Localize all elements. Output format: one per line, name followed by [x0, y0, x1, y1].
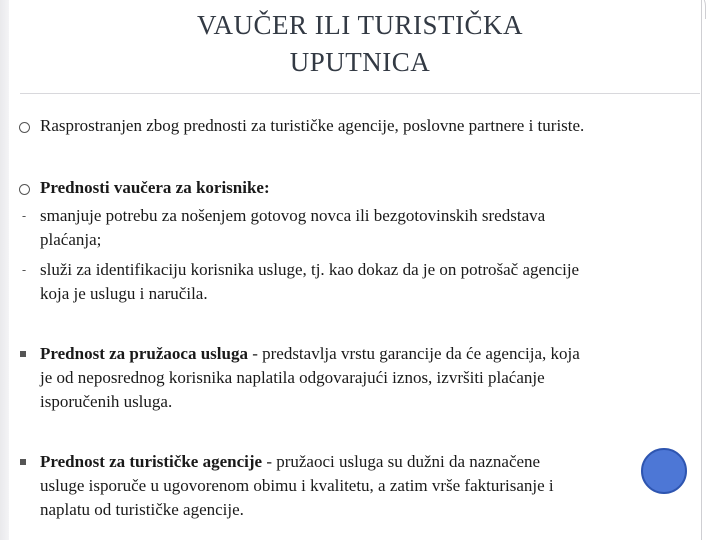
bullet-point-4-line-1-rest: - pružaoci usluga su dužni da naznačene	[262, 452, 541, 471]
bullet-point-3-line-1	[40, 342, 680, 366]
square-bullet-icon	[20, 459, 26, 465]
bullet-point-3-text	[40, 342, 680, 414]
bullet-point-4-line-2: usluge isporuče u ugovorenom obimu i kvalitetu, a zatim vrše fakturisanje i	[40, 476, 554, 495]
bullet-point-4-line-3: naplatu od turističke agencije.	[40, 500, 244, 519]
bullet-point-2-heading: Prednosti vaučera za korisnike:	[40, 178, 270, 197]
dash-bullet-icon: -	[21, 209, 27, 223]
sub-point-2-line-1: služi za identifikaciju korisnika usluge, tj. kao dokaz da je on potrošač agencije	[40, 260, 580, 279]
decorative-blue-circle	[641, 448, 687, 494]
bullet-point-4-heading: Prednost za turističke agencije	[40, 452, 263, 471]
bullet-point-4-text	[40, 450, 680, 522]
slide-title-line-2: UPUTNICA	[289, 47, 431, 77]
circle-bullet-icon	[19, 184, 30, 195]
sub-point-2-line-2: koja je uslugu i naručila.	[40, 284, 208, 303]
sub-point-2-text	[40, 258, 680, 306]
bullet-point-4-line-1	[40, 450, 680, 474]
bullet-point-3-line-1-rest: - predstavlja vrstu garancije da će agencija, koja	[247, 344, 580, 363]
square-bullet-icon	[20, 351, 26, 357]
bullet-point-1-text: Rasprostranjen zbog prednosti za turističke agencije, poslovne partnere i turiste.	[40, 116, 585, 135]
bullet-point-3-line-3: isporučenih usluga.	[40, 392, 173, 411]
dash-bullet-icon: -	[21, 263, 27, 277]
sub-point-1-line-2: plaćanja;	[40, 230, 102, 249]
sub-point-1-line-1: smanjuje potrebu za nošenjem gotovog novca ili bezgotovinskih sredstava	[40, 206, 546, 225]
sub-point-1-text	[40, 204, 680, 252]
slide-title-line-1: VAUČER ILI TURISTIČKA	[196, 10, 523, 40]
bullet-point-3-heading: Prednost za pružaoca usluga	[40, 344, 248, 363]
circle-bullet-icon	[19, 122, 30, 133]
bullet-point-3-line-2: je od neposrednog korisnika naplatila odgovarajući iznos, izvršiti plaćanje	[40, 368, 545, 387]
